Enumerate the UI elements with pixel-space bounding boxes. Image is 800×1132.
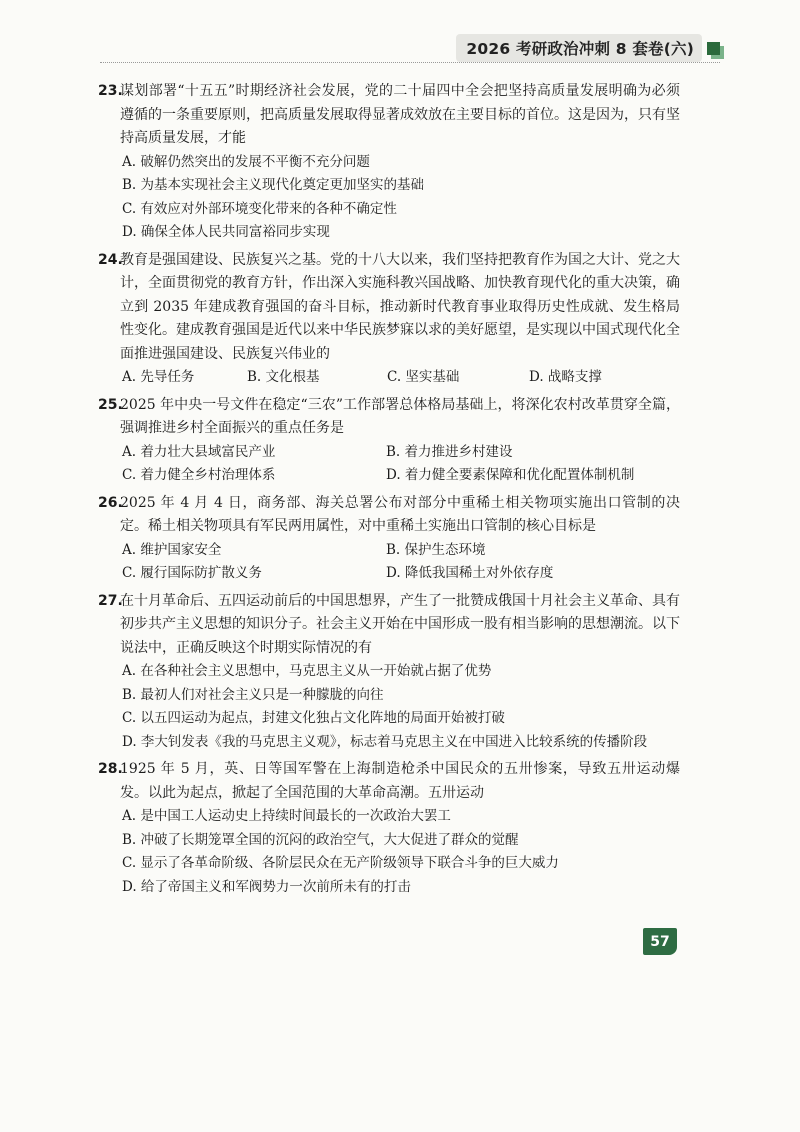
option-list: [120, 539, 680, 586]
question-text: 在十月革命后、五四运动前后的中国思想界，产生了一批赞成俄国十月社会主义革命、具有初步共产主义思想的知识分子。社会主义开始在中国形成一股有相当影响的思想潮流。以下说法中，正确反映这个时期实际情况的有: [120, 592, 680, 656]
question-25: [98, 394, 680, 488]
option-b[interactable]: B. 着力推进乡村建设: [386, 443, 513, 460]
option-list: [120, 805, 680, 899]
option-d[interactable]: D. 降低我国稀土对外依存度: [386, 565, 554, 581]
option-d[interactable]: D. 着力健全要素保障和优化配置体制机制: [386, 467, 635, 483]
question-text: 1925 年 5 月，英、日等国军警在上海制造枪杀中国民众的五卅惨案，导致五卅运动爆发。以此为起点，掀起了全国范围的大革命高潮。五卅运动: [120, 761, 680, 801]
question-number: 25.: [98, 396, 123, 413]
option-c[interactable]: C. 以五四运动为起点，封建文化独占文化阵地的局面开始被打破: [122, 710, 505, 726]
option-a[interactable]: A. 维护国家安全: [122, 541, 222, 558]
question-23: [98, 80, 680, 245]
option-c[interactable]: C. 坚实基础: [387, 369, 460, 385]
option-b[interactable]: B. 文化根基: [247, 369, 320, 385]
option-d[interactable]: D. 给了帝国主义和军阀势力一次前所未有的打击: [122, 878, 411, 895]
option-d[interactable]: D. 确保全体人民共同富裕同步实现: [122, 224, 330, 240]
question-stem: [98, 758, 680, 805]
question-24: [98, 249, 680, 390]
header-divider: [100, 62, 720, 63]
option-a[interactable]: A. 是中国工人运动史上持续时间最长的一次政治大罢工: [122, 808, 451, 824]
option-a[interactable]: A. 着力壮大县域富民产业: [122, 443, 276, 460]
option-list: [120, 151, 680, 245]
header-square-icon: [707, 42, 720, 55]
question-stem: [98, 394, 680, 441]
header-title: 2026 考研政治冲刺 8 套卷(六): [456, 34, 702, 62]
option-a[interactable]: A. 先导任务: [122, 369, 195, 385]
question-27: [98, 590, 680, 755]
option-c[interactable]: C. 着力健全乡村治理体系: [122, 467, 276, 483]
question-number: 27.: [98, 592, 123, 609]
option-c[interactable]: C. 有效应对外部环境变化带来的各种不确定性: [122, 200, 397, 217]
page-header: [456, 34, 720, 62]
option-list: [120, 441, 680, 488]
question-26: [98, 492, 680, 586]
question-stem: [98, 590, 680, 661]
question-text: 教育是强国建设、民族复兴之基。党的十八大以来，我们坚持把教育作为国之大计、党之大计，全面贯彻党的教育方针，作出深入实施科教兴国战略、加快教育现代化的重大决策，确立到 2035 年建成教育强国的奋斗目标，推动新时代教育事业取得历史性成就、发生格局性变化。建成教育强国是近代以来中华民族梦寐以求的美好愿望，是实现以中国式现代化全面推进强国建设、民族复兴伟业的: [120, 251, 680, 362]
question-text: 谋划部署“十五五”时期经济社会发展，党的二十届四中全会把坚持高质量发展明确为必须遵循的一条重要原则，把高质量发展取得显著成效放在主要目标的首位。这是因为，只有坚持高质量发展，才能: [120, 83, 680, 146]
option-list: [120, 660, 680, 754]
option-b[interactable]: B. 最初人们对社会主义只是一种朦胧的向往: [122, 686, 384, 703]
question-text: 2025 年 4 月 4 日，商务部、海关总署公布对部分中重稀土相关物项实施出口管制的决定。稀土相关物项具有军民两用属性，对中重稀土实施出口管制的核心目标是: [120, 494, 680, 534]
option-c[interactable]: C. 显示了各革命阶级、各阶层民众在无产阶级领导下联合斗争的巨大威力: [122, 855, 559, 871]
option-d[interactable]: D. 李大钊发表《我的马克思主义观》，标志着马克思主义在中国进入比较系统的传播阶段: [122, 733, 648, 750]
question-stem: [98, 80, 680, 151]
question-number: 24.: [98, 251, 123, 268]
option-a[interactable]: A. 在各种社会主义思想中，马克思主义从一开始就占据了优势: [122, 663, 492, 679]
question-list: [98, 80, 680, 903]
option-b[interactable]: B. 冲破了长期笼罩全国的沉闷的政治空气，大大促进了群众的觉醒: [122, 831, 519, 848]
question-number: 26.: [98, 494, 123, 511]
page-number: 57: [643, 928, 677, 955]
option-b[interactable]: B. 保护生态环境: [386, 541, 486, 558]
question-stem: [98, 249, 680, 367]
question-28: [98, 758, 680, 899]
question-stem: [98, 492, 680, 539]
question-number: 23.: [98, 83, 123, 99]
question-text: 2025 年中央一号文件在稳定“三农”工作部署总体格局基础上，将深化农村改革贯穿全篇，强调推进乡村全面振兴的重点任务是: [120, 396, 680, 436]
option-list: [120, 366, 680, 390]
question-number: 28.: [98, 761, 123, 777]
option-c[interactable]: C. 履行国际防扩散义务: [122, 565, 262, 581]
option-d[interactable]: D. 战略支撑: [529, 369, 602, 385]
option-b[interactable]: B. 为基本实现社会主义现代化奠定更加坚实的基础: [122, 177, 425, 193]
option-a[interactable]: A. 破解仍然突出的发展不平衡不充分问题: [122, 153, 370, 170]
